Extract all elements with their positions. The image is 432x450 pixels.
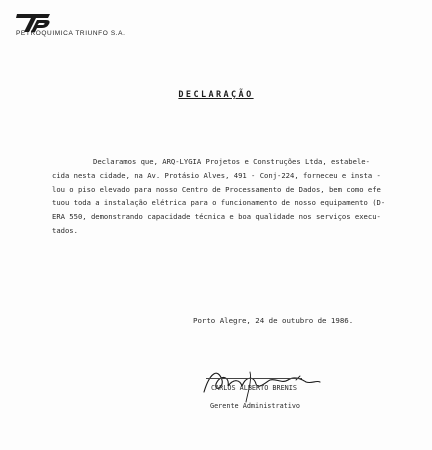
body-line: ERA 550, demonstrando capacidade técnica e boa qualidade nos serviços execu- xyxy=(52,212,381,222)
signer-role: Gerente Administrativo xyxy=(210,402,301,410)
body-line: cida nesta cidade, na Av. Protásio Alves, 491 - Conj-224, forneceu e insta - xyxy=(52,170,381,180)
body-line: tuou toda a instalação elétrica para o funcionamento de nosso equipamento (D- xyxy=(52,198,386,208)
body-line: tados. xyxy=(52,225,78,235)
document-title: DECLARAÇÃO xyxy=(178,90,254,100)
handwritten-signature xyxy=(196,362,326,404)
dateline: Porto Alegre, 24 de outubro de 1986. xyxy=(193,316,354,325)
signer-name: CARLOS ALBERTO BRENIS xyxy=(211,384,297,392)
company-name: PETROQUIMICA TRIUNFO S.A. xyxy=(16,30,126,37)
body-line: lou o piso elevado para nosso Centro de Processamento de Dados, bem como efe xyxy=(52,184,381,194)
body-line: Declaramos que, ARQ-LYGIA Projetos e Construções Ltda, estabele- xyxy=(93,157,370,166)
declaration-body xyxy=(52,155,427,238)
signature-line xyxy=(206,378,302,379)
